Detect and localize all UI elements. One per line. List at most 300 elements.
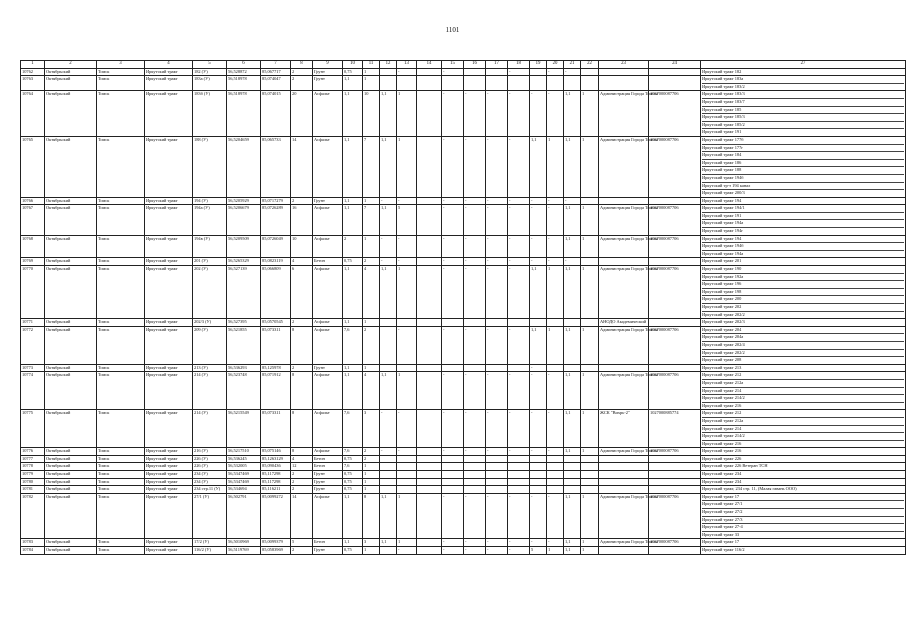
table-cell: Томск (97, 493, 145, 539)
address-line: Иркутский тракт 202/3 (702, 319, 745, 325)
column-header: 4 (145, 61, 193, 69)
table-cell (486, 319, 508, 327)
table-cell: 10773 (21, 364, 45, 372)
table-cell: Томск (97, 364, 145, 372)
table-cell: Октябрьский (45, 455, 97, 463)
table-cell: 56,536293 (227, 364, 261, 372)
table-cell: - (508, 235, 530, 258)
column-header: 16 (464, 61, 486, 69)
column-header: 8 (291, 61, 313, 69)
table-cell: 0,75 (343, 547, 363, 555)
table-cell: 10770 (21, 266, 45, 319)
table-cell: - (547, 493, 564, 539)
table-cell (581, 197, 599, 205)
table-cell: Иркутский тракт (145, 91, 193, 137)
table-cell (417, 266, 442, 319)
table-cell: 183б (У) (193, 91, 227, 137)
table-cell: 216 (У) (193, 448, 227, 456)
address-line: Иркутский тракт 226 Ветеран ТСН (702, 463, 768, 469)
address-cell (701, 478, 906, 486)
table-cell: 56,527395 (227, 319, 261, 327)
table-cell: - (530, 258, 547, 266)
table-cell: Иркутский тракт (145, 493, 193, 539)
table-cell: - (530, 91, 547, 137)
table-cell: Асфальт (313, 266, 343, 319)
table-cell: - (508, 410, 530, 448)
table-cell: 0,75 (343, 455, 363, 463)
table-cell: 1,1 (343, 493, 363, 539)
table-cell (530, 76, 547, 91)
table-cell: 2 (291, 68, 313, 76)
table-cell: Иркутский тракт (145, 364, 193, 372)
table-cell: 16 (291, 205, 313, 235)
table-cell (397, 364, 417, 372)
table-cell: Администрация Города Томска (599, 448, 649, 456)
table-cell: - (508, 205, 530, 235)
table-cell: 214 (У) (193, 410, 227, 448)
table-cell (649, 463, 701, 471)
table-cell: 56,502791 (227, 493, 261, 539)
table-cell: 1 (547, 136, 564, 197)
table-cell: - (464, 197, 486, 205)
table-cell: 56,5204659 (227, 136, 261, 197)
table-cell: 1 (363, 471, 380, 479)
table-cell: ЖСК "Вихрь-2" (599, 410, 649, 448)
address-line: Иркутский тракт 198 (702, 289, 904, 297)
table-cell: Томск (97, 319, 145, 327)
table-cell: 10774 (21, 372, 45, 410)
table-cell: 1,1 (564, 235, 581, 258)
table-cell: - (380, 235, 397, 258)
column-header: 9 (313, 61, 343, 69)
table-cell (417, 364, 442, 372)
address-cell (701, 539, 906, 547)
table-cell: - (547, 410, 564, 448)
address-cell (701, 205, 906, 235)
table-cell: - (442, 91, 464, 137)
address-line: Иркутский тракт 200 (702, 296, 904, 304)
table-cell: - (486, 136, 508, 197)
table-cell: 1 (397, 539, 417, 547)
address-line: Иркутский тракт 183/3 (702, 91, 904, 99)
table-cell: 1 (581, 493, 599, 539)
table-cell: 7,6 (343, 410, 363, 448)
table-cell (649, 76, 701, 91)
table-cell: 10766 (21, 197, 45, 205)
table-cell: 188 (У) (193, 136, 227, 197)
table-cell (599, 486, 649, 494)
table-cell: 85,075146 (261, 448, 291, 456)
table-cell: 56,5217510 (227, 448, 261, 456)
table-cell: - (464, 493, 486, 539)
table-cell (530, 455, 547, 463)
table-cell: 10 (291, 235, 313, 258)
address-line: Иркутский тракт 214/2 (702, 433, 904, 441)
table-cell: 1,1 (343, 539, 363, 547)
table-cell (581, 364, 599, 372)
address-line: Иркутский тракт 214 (702, 388, 904, 396)
table-cell: Томск (97, 463, 145, 471)
table-cell: 56,5347469 (227, 478, 261, 486)
table-cell: - (442, 539, 464, 547)
address-line: Иркутский тракт 213 (702, 364, 742, 370)
table-header-row (21, 61, 906, 69)
table-cell: Администрация Города Томска (599, 235, 649, 258)
table-row (21, 205, 906, 235)
table-row (21, 258, 906, 266)
column-header: 22 (581, 61, 599, 69)
table-cell: Октябрьский (45, 326, 97, 364)
table-cell (547, 319, 564, 327)
table-cell: 1,1 (343, 364, 363, 372)
table-cell: 182 (У) (193, 68, 227, 76)
table-cell: 194а (У) (193, 205, 227, 235)
table-cell: 1 (363, 68, 380, 76)
column-header: 23 (599, 61, 649, 69)
address-line: Иркутский тракт 202 (702, 304, 904, 312)
table-cell: Иркутский тракт (145, 319, 193, 327)
table-cell: Асфальт (313, 205, 343, 235)
table-row (21, 493, 906, 539)
table-row (21, 448, 906, 456)
table-cell: - (397, 258, 417, 266)
table-cell (547, 463, 564, 471)
table-cell: 1 (397, 372, 417, 410)
table-cell (564, 455, 581, 463)
table-cell: 7 (363, 136, 380, 197)
table-cell: 8 (363, 493, 380, 539)
table-cell: - (397, 326, 417, 364)
table-cell: 1 (547, 266, 564, 319)
table-cell: 1 (581, 539, 599, 547)
table-cell: Администрация Города Томска (599, 91, 649, 137)
table-cell: - (547, 372, 564, 410)
table-cell: 56,5209509 (227, 235, 261, 258)
table-cell: Октябрьский (45, 266, 97, 319)
table-cell (599, 197, 649, 205)
table-cell (397, 478, 417, 486)
table-cell: - (380, 410, 397, 448)
table-cell: 1037000087706 (649, 539, 701, 547)
address-line: Иркутский тракт 192а (702, 274, 904, 282)
table-cell: - (442, 326, 464, 364)
table-cell: Томск (97, 539, 145, 547)
page-number: 1101 (445, 26, 460, 34)
table-cell: - (486, 539, 508, 547)
table-cell (397, 319, 417, 327)
table-cell: 5 (530, 547, 547, 555)
table-cell: 234 (У) (193, 478, 227, 486)
table-cell: Администрация Города Томска (599, 539, 649, 547)
table-cell: - (464, 205, 486, 235)
table-cell: 56,5119769 (227, 547, 261, 555)
table-cell: 1037000087706 (649, 235, 701, 258)
table-cell: - (530, 235, 547, 258)
table-cell: 56,523748 (227, 372, 261, 410)
table-cell (380, 326, 397, 364)
table-cell (380, 455, 397, 463)
table-cell (380, 319, 397, 327)
table-cell: 1 (363, 364, 380, 372)
table-cell: Администрация Города Томска (599, 205, 649, 235)
table-cell: 1,1 (380, 266, 397, 319)
table-cell: 10784 (21, 547, 45, 555)
table-cell: 0,75 (343, 471, 363, 479)
table-cell: 85,0726049 (261, 235, 291, 258)
table-cell: Иркутский тракт (145, 486, 193, 494)
table-cell (442, 319, 464, 327)
address-cell (701, 91, 906, 137)
table-cell (464, 486, 486, 494)
table-cell (380, 364, 397, 372)
table-cell: 2 (291, 486, 313, 494)
table-cell: 1 (581, 205, 599, 235)
table-cell: Томск (97, 478, 145, 486)
table-cell: 85,0583969 (261, 547, 291, 555)
table-cell: Октябрьский (45, 91, 97, 137)
table-cell: 85,0099272 (261, 493, 291, 539)
table-cell: Томск (97, 76, 145, 91)
table-cell (380, 68, 397, 76)
table-cell: 1,1 (343, 197, 363, 205)
table-cell: 85,117298 (261, 471, 291, 479)
table-cell: 1,1 (564, 205, 581, 235)
table-cell: 1037000087706 (649, 493, 701, 539)
table-cell: Асфальт (313, 372, 343, 410)
address-cell (701, 319, 906, 327)
table-cell: 1 (397, 493, 417, 539)
address-line: Иркутский тракт 234 (702, 471, 742, 477)
table-cell: 7,6 (343, 326, 363, 364)
address-line: Иркутский тракт 27-4 (702, 524, 904, 532)
table-cell (581, 258, 599, 266)
table-cell: 2 (291, 364, 313, 372)
table-cell: - (464, 258, 486, 266)
table-cell: Иркутский тракт (145, 76, 193, 91)
table-cell (464, 463, 486, 471)
table-cell (380, 76, 397, 91)
table-cell: 1,1 (530, 266, 547, 319)
table-cell: - (530, 364, 547, 372)
address-line: Иркутский тракт 177б (702, 137, 904, 145)
table-cell (464, 478, 486, 486)
table-cell: Асфальт (313, 136, 343, 197)
table-cell: 0,75 (343, 486, 363, 494)
address-line: Иркутский тракт 116/2 (702, 547, 745, 552)
table-row (21, 197, 906, 205)
table-cell: 10772 (21, 326, 45, 364)
table-cell (417, 478, 442, 486)
table-cell: 17/2 (У) (193, 539, 227, 547)
table-cell (530, 486, 547, 494)
address-cell (701, 136, 906, 197)
table-cell: Грунт (313, 76, 343, 91)
table-cell: 1,1 (380, 539, 397, 547)
table-cell: 85,0099379 (261, 539, 291, 547)
table-cell: Асфальт (313, 326, 343, 364)
table-cell (486, 455, 508, 463)
table-cell: 1,1 (564, 266, 581, 319)
table-cell: - (397, 547, 417, 555)
table-cell: Октябрьский (45, 410, 97, 448)
table-cell: 1 (397, 136, 417, 197)
table-cell: - (508, 68, 530, 76)
table-cell: 1,1 (564, 493, 581, 539)
table-cell: 2 (291, 471, 313, 479)
address-cell (701, 455, 906, 463)
address-line: Иркутский тракт 212 (702, 410, 904, 418)
column-header: 1 (21, 61, 45, 69)
table-cell: - (486, 197, 508, 205)
table-cell (417, 197, 442, 205)
table-cell: 116/2 (У) (193, 547, 227, 555)
table-cell: - (486, 258, 508, 266)
table-cell: 2 (363, 455, 380, 463)
table-cell: 0,75 (343, 478, 363, 486)
table-cell: 1 (581, 136, 599, 197)
address-line: Иркутский тракт 202/2 (702, 350, 904, 358)
table-cell: Иркутский тракт (145, 326, 193, 364)
column-header: 27 (701, 61, 906, 69)
table-cell (397, 76, 417, 91)
address-line: Иркутский тракт 183а (702, 76, 904, 84)
table-cell: 234 стр.11 (У) (193, 486, 227, 494)
table-row (21, 319, 906, 327)
table-cell: 213 (У) (193, 364, 227, 372)
table-cell: 56,527139 (227, 266, 261, 319)
table-cell: 201 (У) (193, 258, 227, 266)
table-cell: 85,0570545 (261, 319, 291, 327)
table-cell (486, 486, 508, 494)
table-cell (464, 76, 486, 91)
table-cell: Иркутский тракт (145, 547, 193, 555)
table-cell (649, 197, 701, 205)
table-cell: Томск (97, 326, 145, 364)
table-cell: 1 (581, 266, 599, 319)
table-cell: 56,5010969 (227, 539, 261, 547)
table-cell: 10764 (21, 91, 45, 137)
table-row (21, 136, 906, 197)
table-cell: 1 (397, 91, 417, 137)
table-cell: 10779 (21, 471, 45, 479)
table-cell: 1 (547, 547, 564, 555)
table-cell (442, 364, 464, 372)
table-cell: 1,1 (530, 136, 547, 197)
table-cell (564, 471, 581, 479)
table-cell (417, 471, 442, 479)
table-cell: Октябрьский (45, 547, 97, 555)
column-header: 14 (417, 61, 442, 69)
table-cell: 56,5265329 (227, 258, 261, 266)
table-cell: 234 (У) (193, 471, 227, 479)
table-row (21, 410, 906, 448)
table-cell: 1037000087706 (649, 136, 701, 197)
table-cell (464, 364, 486, 372)
table-cell: 2 (291, 197, 313, 205)
address-cell (701, 493, 906, 539)
address-line: Иркутский тракт 194а (702, 220, 904, 228)
table-cell: Иркутский тракт (145, 410, 193, 448)
table-cell: 2 (291, 319, 313, 327)
table-cell: Иркутский тракт (145, 68, 193, 76)
address-line: Иркутский тракт 202/4 (702, 342, 904, 350)
table-cell: Иркутский тракт (145, 372, 193, 410)
table-cell: Октябрьский (45, 205, 97, 235)
table-cell: 214 (У) (193, 372, 227, 410)
table-cell (417, 448, 442, 456)
address-line: Иркутский тракт 33 (702, 531, 740, 537)
table-cell: 1 (363, 463, 380, 471)
address-cell (701, 471, 906, 479)
table-cell: 194 (У) (193, 197, 227, 205)
table-cell (486, 478, 508, 486)
table-cell: 1 (581, 91, 599, 137)
table-cell: 2 (343, 235, 363, 258)
address-line: Иркутский тракт 194а (702, 250, 744, 256)
table-cell (417, 91, 442, 137)
table-cell: 10783 (21, 539, 45, 547)
table-cell: 1037000087706 (649, 266, 701, 319)
table-cell: 1,1 (380, 136, 397, 197)
table-cell: - (547, 539, 564, 547)
address-line: Иркутский тракт 194б (702, 243, 904, 251)
table-row (21, 372, 906, 410)
table-cell (649, 364, 701, 372)
table-cell (649, 319, 701, 327)
address-line: Иркутский тракт 27/2 (702, 509, 904, 517)
address-line: Иркутский тракт 183/2 (702, 83, 745, 89)
address-line: Иркутский тракт 194/1 (702, 205, 904, 213)
table-cell (397, 486, 417, 494)
table-cell: Томск (97, 455, 145, 463)
table-cell: 4 (291, 455, 313, 463)
table-cell: - (464, 91, 486, 137)
table-cell (547, 478, 564, 486)
table-cell: - (508, 448, 530, 456)
table-cell (417, 486, 442, 494)
table-cell: 85,073311 (261, 410, 291, 448)
table-cell: 85,067717 (261, 68, 291, 76)
table-cell: 27/1 (У) (193, 493, 227, 539)
table-cell: - (486, 547, 508, 555)
table-cell: 56,521855 (227, 326, 261, 364)
table-cell (599, 471, 649, 479)
table-cell: 1 (363, 478, 380, 486)
table-cell (380, 478, 397, 486)
table-cell (581, 486, 599, 494)
address-cell (701, 547, 906, 555)
table-cell: Администрация Города Томска (599, 266, 649, 319)
table-cell: 1,1 (343, 266, 363, 319)
table-cell: - (508, 547, 530, 555)
table-cell: Томск (97, 258, 145, 266)
address-cell (701, 448, 906, 456)
table-cell: - (508, 91, 530, 137)
table-cell: 4 (291, 258, 313, 266)
address-line: Иркутский тракт 202/2 (702, 311, 745, 317)
table-cell: 85,065733 (261, 136, 291, 197)
table-cell: Грунт (313, 478, 343, 486)
table-row (21, 76, 906, 91)
address-cell (701, 326, 906, 364)
table-cell: - (442, 136, 464, 197)
table-cell: - (486, 493, 508, 539)
table-cell: Грунт (313, 471, 343, 479)
table-cell (417, 319, 442, 327)
table-cell: - (464, 547, 486, 555)
table-row (21, 455, 906, 463)
address-line: Иркутский тракт 186 (702, 160, 904, 168)
